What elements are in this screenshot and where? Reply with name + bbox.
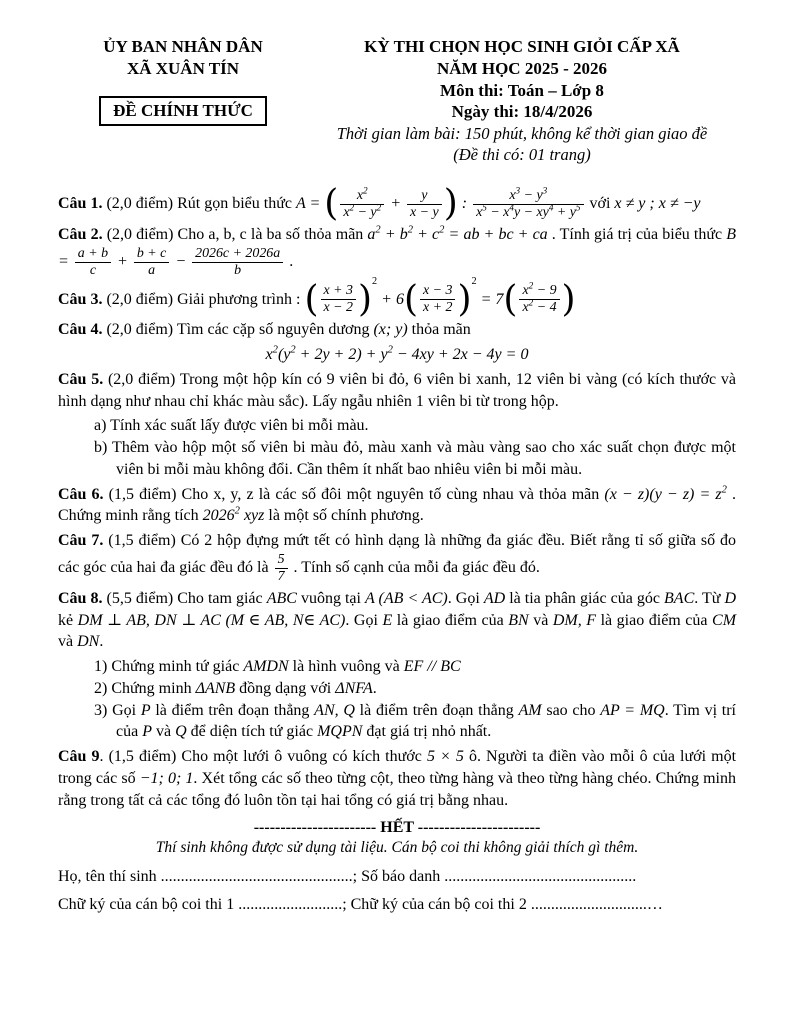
text-run: để diện tích tứ giác bbox=[186, 723, 318, 741]
exam-info-block bbox=[308, 36, 736, 166]
text-run: và bbox=[528, 611, 553, 629]
text-run: là tia phân giác của góc bbox=[505, 589, 665, 607]
fraction bbox=[420, 283, 455, 316]
big-paren: ( bbox=[324, 182, 339, 224]
superscript: 4 bbox=[509, 202, 514, 213]
superscript: 2 bbox=[363, 185, 368, 196]
text-run: . Từ bbox=[694, 589, 725, 607]
big-paren: ) bbox=[561, 278, 576, 320]
fraction-numerator: $x^2$ bbox=[356, 185, 368, 203]
subject-line: Môn thi: Toán – Lớp 8 bbox=[440, 80, 604, 100]
text-run: . Tính số cạnh của mỗi đa giác đều đó. bbox=[289, 559, 540, 577]
list-marker: 3) bbox=[94, 701, 113, 719]
superscript: 2 bbox=[349, 202, 355, 213]
math-run: DM ⊥ AB, DN ⊥ AC (M ∈ AB, N∈ AC) bbox=[77, 611, 346, 629]
fraction-denominator: $x^2 - 4$ bbox=[519, 299, 559, 316]
question-paragraph bbox=[58, 484, 736, 528]
text-run: với bbox=[585, 195, 615, 213]
text-run: ô. Người ta điền vào mỗi ô của lưới một trong các số bbox=[58, 748, 737, 787]
question-label: Câu 1. bbox=[58, 195, 103, 213]
math-run: $(x - z)(y - z) = z^2$ bbox=[604, 484, 727, 503]
question-label: Câu 6. bbox=[58, 485, 104, 503]
fraction bbox=[321, 283, 356, 316]
math-run: E bbox=[382, 611, 393, 629]
fraction-numerator: $x^2 - 9$ bbox=[522, 280, 557, 299]
big-paren: ) bbox=[357, 278, 373, 320]
question-label: Câu 3. bbox=[58, 290, 103, 308]
math-run: AMDN bbox=[243, 658, 289, 676]
math-run: ΔNFA bbox=[335, 679, 373, 697]
document-body bbox=[58, 182, 737, 812]
text-run: là giao điểm của bbox=[392, 611, 509, 629]
math-run: + 6 bbox=[377, 290, 404, 308]
official-exam-box: ĐỀ CHÍNH THỨC bbox=[99, 96, 267, 126]
superscript: 2 bbox=[528, 280, 534, 291]
text-run: (5,5 điểm) Cho tam giác bbox=[102, 589, 267, 607]
big-paren: ( bbox=[503, 278, 518, 320]
fraction bbox=[407, 188, 442, 221]
superscript: 2 bbox=[272, 344, 278, 356]
superscript: 2 bbox=[234, 506, 240, 518]
text-run: (2,0 điểm) Cho a, b, c là ba số thỏa mãn bbox=[102, 225, 368, 243]
math-run: A (AB < AC) bbox=[365, 589, 448, 607]
question-paragraph bbox=[58, 369, 736, 413]
math-run: − bbox=[171, 252, 191, 270]
list-marker: b) bbox=[94, 439, 113, 457]
math-run: −1; 0; 1 bbox=[139, 769, 194, 787]
text-run: là giao điểm của bbox=[596, 611, 713, 629]
question-paragraph bbox=[58, 530, 736, 585]
fraction-denominator: $x^2 - y^2$ bbox=[340, 204, 384, 221]
math-run: x ≠ y ; x ≠ −y bbox=[614, 195, 701, 213]
question-label: Câu 7. bbox=[58, 532, 104, 550]
fraction-denominator: 7 bbox=[275, 568, 288, 585]
math-run: BN bbox=[508, 611, 529, 629]
text-run: . Gọi bbox=[447, 589, 484, 607]
fraction-denominator: c bbox=[75, 262, 111, 279]
math-run: B = bbox=[58, 225, 737, 270]
exam-rules-note: Thí sinh không được sử dụng tài liệu. Cán bộ coi thi không giải thích gì thêm. bbox=[155, 839, 639, 857]
question-paragraph bbox=[58, 588, 736, 653]
question-paragraph bbox=[58, 275, 736, 320]
math-run: + bbox=[113, 252, 132, 270]
question-label: Câu 9 bbox=[58, 748, 100, 766]
math-run: 5 × 5 bbox=[426, 748, 464, 766]
superscript: 4 bbox=[548, 202, 554, 213]
text-run: Chứng minh bbox=[111, 679, 196, 697]
text-run: (1,5 điểm) Có 2 hộp đựng mứt tết có hình dạng là những đa giác đều. Biết rằng tỉ số giữa số đo các góc của hai đa giác đều đó là bbox=[58, 532, 737, 577]
text-run: (2,0 điểm) Giải phương trình : bbox=[102, 290, 305, 308]
math-run: P bbox=[140, 701, 151, 719]
question-label: Câu 8. bbox=[58, 589, 103, 607]
list-item bbox=[58, 678, 736, 700]
text-run: vuông tại bbox=[296, 589, 366, 607]
page-count-note: (Đề thi có: 01 trang) bbox=[453, 145, 591, 165]
math-run: D bbox=[724, 589, 737, 607]
text-run: kẻ bbox=[58, 611, 78, 629]
superscript: 2 bbox=[375, 224, 381, 236]
text-run: là điểm trên đoạn thẳng bbox=[354, 701, 519, 719]
fraction-denominator: x − 2 bbox=[321, 299, 356, 316]
text-run: thỏa mãn bbox=[407, 321, 471, 339]
math-run: CM bbox=[712, 611, 737, 629]
text-run: . bbox=[99, 633, 104, 651]
math-run: $x^2(y^2 + 2y + 2) + y^2 - 4xy + 2x - 4y = 0$ bbox=[265, 344, 529, 364]
math-run: MQPN bbox=[317, 723, 363, 741]
math-run: 2026$^2$ xyz bbox=[202, 506, 265, 525]
fraction-numerator: a + b bbox=[77, 245, 109, 261]
exam-date: Ngày thi: 18/4/2026 bbox=[451, 102, 593, 122]
superscript: 3 bbox=[515, 185, 521, 196]
duration-note: Thời gian làm bài: 150 phút, không kể thời gian giao đề bbox=[336, 124, 708, 143]
question-paragraph bbox=[58, 746, 736, 811]
text-run: (2,0 điểm) Rút gọn biểu thức bbox=[102, 195, 296, 213]
fraction-denominator: x + 2 bbox=[420, 299, 455, 316]
math-run: $a^2 + b^2 + c^2$ = ab + bc + ca bbox=[367, 224, 548, 243]
text-run: Thêm vào hộp một số viên bi màu đỏ, màu xanh và màu vàng sao cho xác suất chọn được một viên bi mỗi màu không đổi. Cần thêm ít nhất bao nhiêu viên bi mỗi màu. bbox=[112, 439, 737, 478]
fraction bbox=[75, 246, 111, 279]
text-run: (2,0 điểm) Tìm các cặp số nguyên dương bbox=[102, 321, 374, 339]
text-run: . Tìm vị trí của bbox=[116, 701, 737, 741]
text-run: và bbox=[58, 633, 78, 651]
big-paren: ( bbox=[403, 278, 418, 320]
fraction-denominator: $x^5 - x^4y - xy^4 + y^5$ bbox=[473, 204, 583, 221]
math-run: ABC bbox=[266, 589, 297, 607]
text-run: . Tính giá trị của biểu thức bbox=[547, 225, 727, 243]
math-run: BAC bbox=[664, 589, 695, 607]
superscript: 5 bbox=[575, 202, 581, 213]
footer bbox=[58, 819, 736, 917]
question-label: Câu 4. bbox=[58, 321, 103, 339]
big-paren: ) bbox=[443, 182, 458, 224]
math-run: EF // BC bbox=[403, 658, 461, 676]
math-run: AD bbox=[483, 589, 506, 607]
math-run: (x; y) bbox=[373, 321, 408, 339]
question-label: Câu 2. bbox=[58, 225, 103, 243]
fraction-numerator: b + c bbox=[136, 245, 167, 261]
superscript: 2 bbox=[721, 484, 727, 496]
math-run: AN, Q bbox=[314, 701, 355, 719]
fraction bbox=[340, 185, 384, 221]
fraction bbox=[192, 246, 283, 279]
list-marker: a) bbox=[94, 417, 111, 435]
paren-exponent: 2 bbox=[372, 275, 378, 287]
big-paren: ( bbox=[304, 278, 319, 320]
big-paren: ) bbox=[457, 278, 472, 320]
math-run: DM, F bbox=[552, 611, 597, 629]
header bbox=[58, 36, 736, 166]
text-run: và bbox=[151, 723, 176, 741]
issuing-authority-block bbox=[58, 36, 308, 166]
text-run: đồng dạng với bbox=[235, 679, 336, 697]
superscript: 2 bbox=[407, 224, 414, 236]
question-paragraph bbox=[58, 319, 736, 341]
superscript: 2 bbox=[387, 344, 393, 356]
math-run: = 7 bbox=[476, 290, 504, 308]
text-run: . bbox=[372, 679, 377, 697]
fraction-denominator: b bbox=[192, 262, 283, 279]
list-marker: 2) bbox=[94, 679, 112, 697]
authority-line1: ỦY BAN NHÂN DÂN bbox=[103, 37, 263, 56]
formula-line bbox=[58, 344, 736, 366]
superscript: 2 bbox=[439, 224, 445, 236]
math-run: AM bbox=[518, 701, 542, 719]
school-year: NĂM HỌC 2025 - 2026 bbox=[437, 58, 607, 78]
math-run: : bbox=[457, 195, 472, 213]
end-marker: ----------------------- HẾT ----------------------- bbox=[253, 819, 541, 837]
text-run: (2,0 điểm) Trong một hộp kín có 9 viên bi đỏ, 6 viên bi xanh, 12 viên bi vàng (có kích thước và hình dạng như nhau chỉ khác màu sắc). Lấy ngẫu nhiên 1 viên bi từ trong hộp. bbox=[58, 370, 736, 410]
official-exam-box-wrap bbox=[58, 80, 308, 126]
list-item bbox=[58, 700, 736, 744]
fraction-numerator: x + 3 bbox=[323, 283, 353, 299]
text-run: là điểm trên đoạn thẳng bbox=[150, 701, 315, 719]
math-run: + bbox=[386, 195, 405, 213]
list-item bbox=[58, 437, 736, 481]
question-label: Câu 5. bbox=[58, 370, 104, 388]
list-marker: 1) bbox=[94, 658, 112, 676]
math-run: Q bbox=[175, 723, 187, 741]
text-run: . Gọi bbox=[345, 611, 383, 629]
text-run: là một số chính phương. bbox=[264, 507, 424, 525]
superscript: 2 bbox=[528, 297, 534, 308]
math-run: AP = MQ bbox=[600, 701, 665, 719]
math-run: ΔANB bbox=[195, 679, 236, 697]
candidate-name-line: Họ, tên thí sinh ................................................; Số báo danh ................................................ bbox=[58, 868, 637, 886]
math-run: P bbox=[142, 723, 152, 741]
fraction bbox=[134, 246, 169, 279]
superscript: 2 bbox=[376, 202, 382, 213]
text-run: đạt giá trị nhỏ nhất. bbox=[362, 723, 492, 741]
fraction bbox=[519, 280, 559, 316]
fraction-numerator: 5 bbox=[277, 551, 285, 567]
fraction bbox=[473, 185, 583, 221]
text-run: Chứng minh tứ giác bbox=[111, 658, 244, 676]
text-run: sao cho bbox=[541, 701, 601, 719]
text-run: . bbox=[285, 252, 294, 270]
superscript: 2 bbox=[290, 344, 296, 356]
fraction bbox=[275, 552, 288, 585]
text-run: Gọi bbox=[112, 701, 141, 719]
list-item bbox=[58, 656, 736, 678]
text-run: (1,5 điểm) Cho x, y, z là các số đôi một nguyên tố cùng nhau và thỏa mãn bbox=[103, 485, 605, 503]
text-run: . Chứng minh rằng tích bbox=[58, 485, 737, 525]
fraction-numerator: $x^3 - y^3$ bbox=[509, 185, 548, 203]
fraction-denominator: x − y bbox=[407, 204, 442, 221]
text-run: . Xét tổng các số theo từng cột, theo từng hàng và theo từng hàng chéo. Chứng minh rằng trong tất cả các tổng đó luôn tồn tại hai tổng có giá trị bằng nhau. bbox=[58, 769, 737, 809]
list-item bbox=[58, 415, 736, 437]
fraction-numerator: 2026c + 2026a bbox=[195, 245, 281, 261]
fraction-numerator: x − 3 bbox=[422, 283, 453, 299]
authority-line2: XÃ XUÂN TÍN bbox=[126, 58, 240, 78]
paren-exponent: 2 bbox=[471, 275, 477, 287]
exam-title: KỲ THI CHỌN HỌC SINH GIỎI CẤP XÃ bbox=[364, 37, 680, 56]
proctor-signature-line: Chữ ký của cán bộ coi thi 1 ..........................; Chữ ký của cán bộ coi thi 2 .............................… bbox=[58, 895, 663, 913]
question-paragraph bbox=[58, 224, 736, 279]
math-run: DN bbox=[77, 633, 100, 651]
question-paragraph bbox=[58, 182, 736, 224]
text-run: . (1,5 điểm) Cho một lưới ô vuông có kích thước bbox=[99, 748, 427, 766]
math-run: A = bbox=[295, 195, 325, 213]
text-run: Tính xác suất lấy được viên bi mỗi màu. bbox=[110, 417, 369, 435]
fraction-denominator: a bbox=[134, 262, 169, 279]
superscript: 5 bbox=[482, 202, 487, 213]
superscript: 3 bbox=[542, 185, 548, 196]
text-run: là hình vuông và bbox=[288, 658, 404, 676]
fraction-numerator: y bbox=[421, 187, 428, 203]
